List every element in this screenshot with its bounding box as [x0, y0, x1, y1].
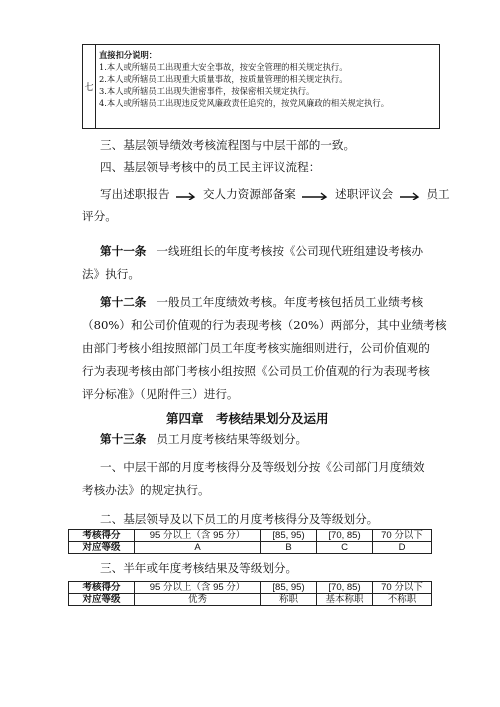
table-cell: [70, 85) [317, 530, 373, 542]
chapter-heading: 第四章 考核结果划分及运用 [166, 411, 329, 426]
table-cell: 95 分以上（含 95 分） [135, 582, 261, 594]
table-cell: 95 分以上（含 95 分） [135, 530, 261, 542]
table-row [69, 530, 432, 542]
flow-step-2: 交人力资源部备案 [202, 187, 296, 201]
table-cell: [70, 85) [317, 582, 373, 594]
article-13: 第十三条 员工月度考核结果等级划分。 [100, 432, 308, 446]
table-row [69, 582, 432, 594]
article-12-line-4: 行为表现考核由部门考核小组按照《公司员工价值观的行为表现考核 [82, 364, 430, 378]
table-cell: 考核得分 [69, 530, 135, 542]
article-13-label: 第十三条 [100, 432, 147, 446]
table-row [69, 542, 432, 554]
table-cell: 70 分以下 [373, 530, 432, 542]
flow-step-4: 员工 [426, 187, 450, 201]
table-cell: B [261, 542, 317, 554]
paragraph-3: 三、基层领导绩效考核流程图与中层干部的一致。 [100, 138, 356, 152]
table-cell: C [317, 542, 373, 554]
deduction-title: 直接扣分说明： [99, 50, 158, 60]
table-cell: [85, 95) [261, 582, 317, 594]
arrow-right-icon [301, 190, 329, 200]
arrow-right-icon [399, 190, 421, 200]
table-cell: A [135, 542, 261, 554]
flow-line-end: 评分。 [82, 209, 117, 223]
article-11-line-2: 法》执行。 [82, 267, 140, 281]
article-11-label: 第十一条 [100, 244, 147, 258]
article-12-line-3: 由部门考核小组按照部门员工年度考核实施细则进行，公司价值观的 [82, 341, 430, 355]
paragraph-4: 四、基层领导考核中的员工民主评议流程： [100, 160, 321, 174]
article-11-line-1: 第十一条 一线班组长的年度考核按《公司现代班组建设考核办 [100, 244, 424, 258]
deduction-item: 2.本人或所辖员工出现重大质量事故，按质量管理的相关规定执行。 [99, 74, 348, 84]
arrow-right-icon [175, 190, 197, 200]
deduction-item: 4.本人或所辖员工出现违反党风廉政责任追究的，按党风廉政的相关规定执行。 [99, 98, 390, 108]
flow-step-3: 述职评议会 [335, 187, 394, 201]
table-cell: 考核得分 [69, 582, 135, 594]
table-cell: 70 分以下 [373, 582, 432, 594]
flow-step-1: 写出述职报告 [100, 187, 170, 201]
paragraph-middle-1: 一、中层干部的月度考核得分及等级划分按《公司部门月度绩效 [100, 460, 425, 474]
article-12-line-5: 评分标准》（见附件三）进行。 [82, 387, 239, 401]
monthly-grade-table [68, 529, 432, 554]
deduction-table [82, 44, 440, 129]
article-12-line-2: （80%）和公司价值观的行为表现考核（20%）两部分，其中业绩考核 [82, 318, 447, 332]
table-cell: D [373, 542, 432, 554]
paragraph-base: 二、基层领导及以下员工的月度考核得分及等级划分。 [100, 512, 379, 526]
table-cell: 称职 [261, 594, 317, 606]
table-cell: 不称职 [373, 594, 432, 606]
annual-grade-table [68, 581, 432, 606]
table-cell: 基本称职 [317, 594, 373, 606]
paragraph-half-year: 三、半年或年度考核结果及等级划分。 [100, 561, 298, 575]
table-cell: 对应等级 [69, 594, 135, 606]
table-cell: 对应等级 [69, 542, 135, 554]
article-12-line-1: 第十二条 一般员工年度绩效考核。年度考核包括员工业绩考核 [100, 295, 424, 309]
deduction-item: 1.本人或所辖员工出现重大安全事故，按安全管理的相关规定执行。 [99, 62, 348, 72]
article-12-label: 第十二条 [100, 295, 147, 309]
table-row [69, 594, 432, 606]
deduction-content [99, 49, 435, 109]
deduction-item: 3.本人或所辖员工出现失泄密事件，按保密相关规定执行。 [99, 86, 315, 96]
deduction-row-number: 七 [83, 45, 96, 128]
paragraph-middle-2: 考核办法》的规定执行。 [82, 483, 210, 497]
table-cell: [85, 95) [261, 530, 317, 542]
table-cell: 优秀 [135, 594, 261, 606]
flow-line [100, 187, 450, 201]
